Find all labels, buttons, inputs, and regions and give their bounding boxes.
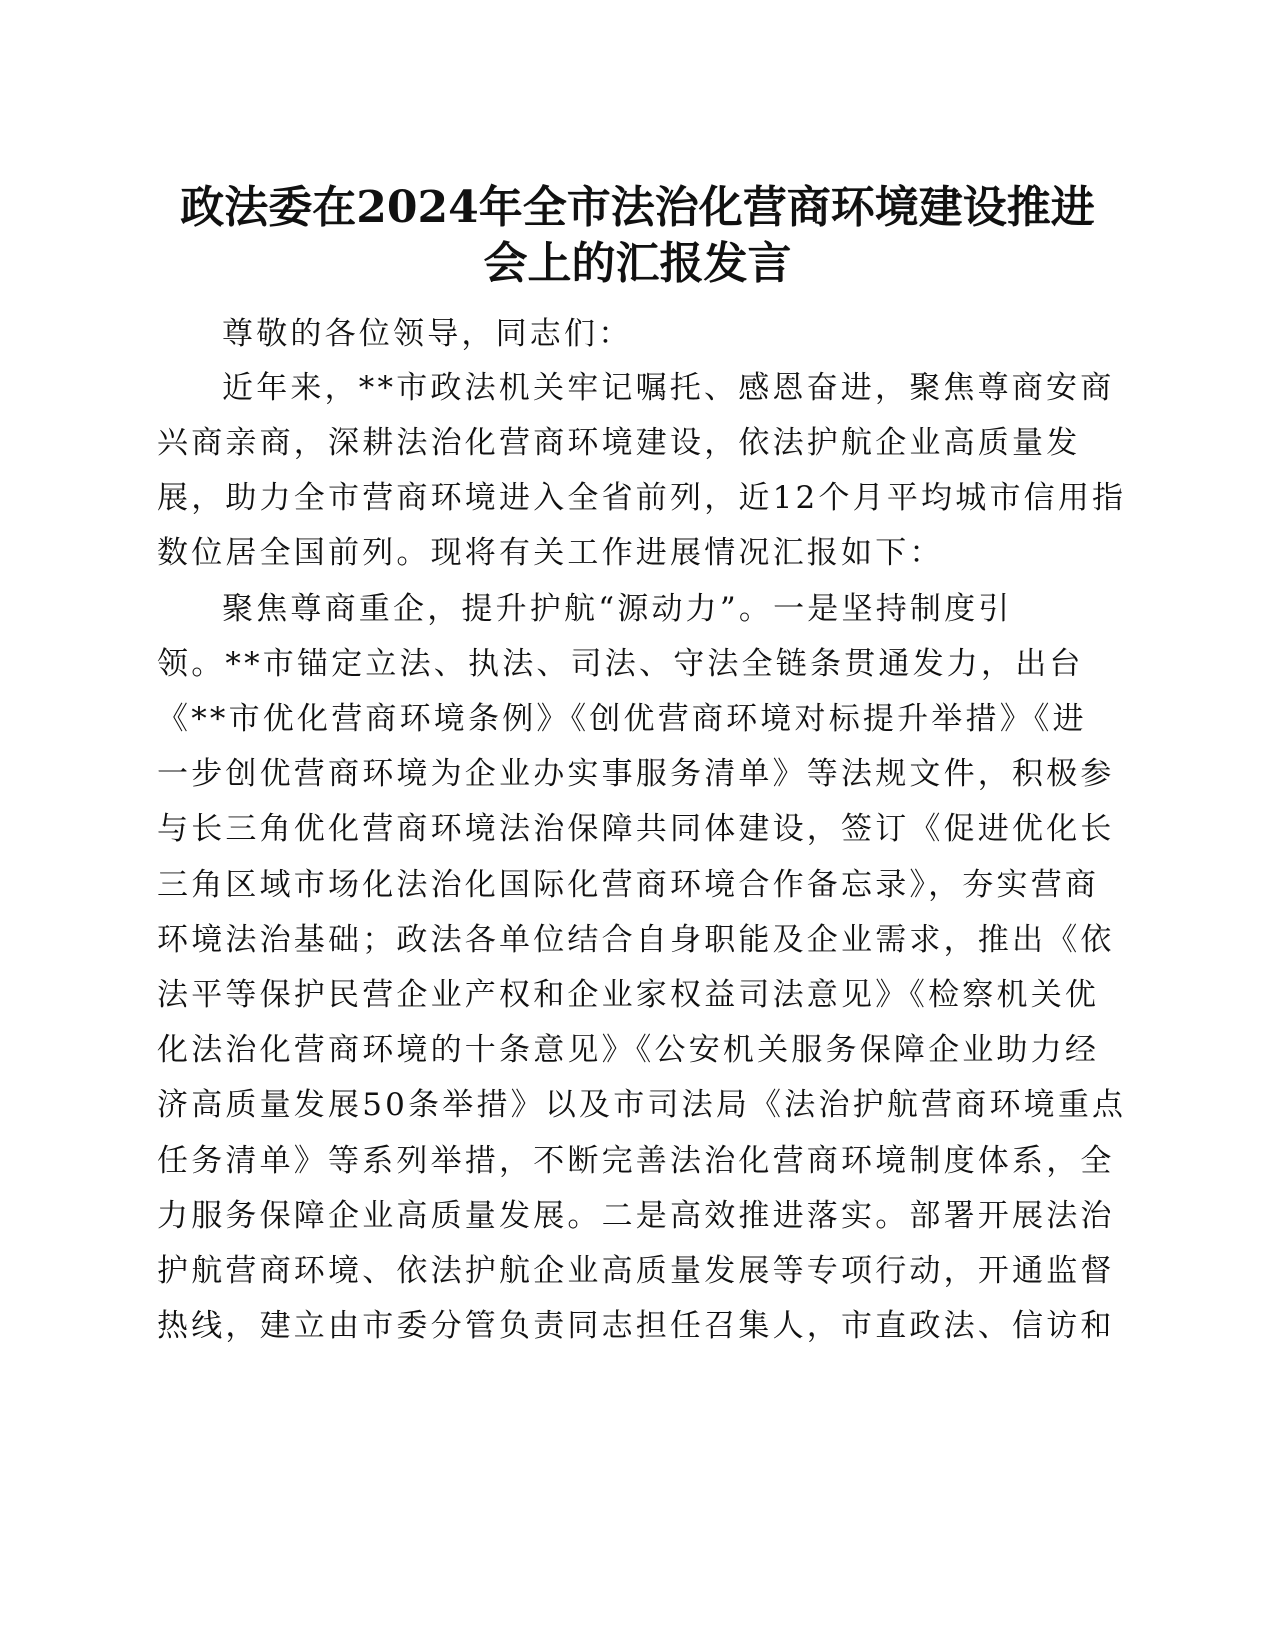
paragraph-line: 一步创优营商环境为企业办实事服务清单》等法规文件，积极参 [157,756,1115,792]
paragraph-line: 护航营商环境、依法护航企业高质量发展等专项行动，开通监督 [157,1253,1115,1289]
paragraph-line: 化法治化营商环境的十条意见》《公安机关服务保障企业助力经 [157,1032,1100,1068]
paragraph-line: 《**市优化营商环境条例》《创优营商环境对标提升举措》《进 [157,701,1087,737]
paragraph-line: 热线，建立由市委分管负责同志担任召集人，市直政法、信访和 [157,1308,1115,1344]
document-title-line-2: 会上的汇报发言 [483,238,792,289]
paragraph-line: 三角区域市场化法治化国际化营商环境合作备忘录》，夯实营商 [157,867,1100,903]
paragraph-line: 领。**市锚定立法、执法、司法、守法全链条贯通发力，出台 [157,646,1084,682]
paragraph-line: 展，助力全市营商环境进入全省前列，近12个月平均城市信用指 [157,480,1127,516]
paragraph-line: 任务清单》等系列举措，不断完善法治化营商环境制度体系，全 [157,1143,1115,1179]
paragraph-line: 与长三角优化营商环境法治保障共同体建设，签订《促进优化长 [157,811,1115,847]
paragraph-line: 聚焦尊商重企，提升护航“源动力”。一是坚持制度引 [222,591,1013,627]
paragraph-line: 近年来，**市政法机关牢记嘱托、感恩奋进，聚焦尊商安商 [222,370,1115,406]
salutation: 尊敬的各位领导，同志们： [222,316,633,352]
paragraph-line: 兴商亲商，深耕法治化营商环境建设，依法护航企业高质量发 [157,425,1081,461]
document-title-line-1: 政法委在2024年全市法治化营商环境建设推进 [180,182,1095,233]
paragraph-line: 力服务保障企业高质量发展。二是高效推进落实。部署开展法治 [157,1198,1115,1234]
paragraph-line: 法平等保护民营企业产权和企业家权益司法意见》《检察机关优 [157,977,1100,1013]
paragraph-line: 环境法治基础；政法各单位结合自身职能及企业需求，推出《依 [157,922,1115,958]
paragraph-line: 济高质量发展50条举措》以及市司法局《法治护航营商环境重点 [157,1087,1127,1123]
paragraph-line: 数位居全国前列。现将有关工作进展情况汇报如下： [157,535,944,571]
